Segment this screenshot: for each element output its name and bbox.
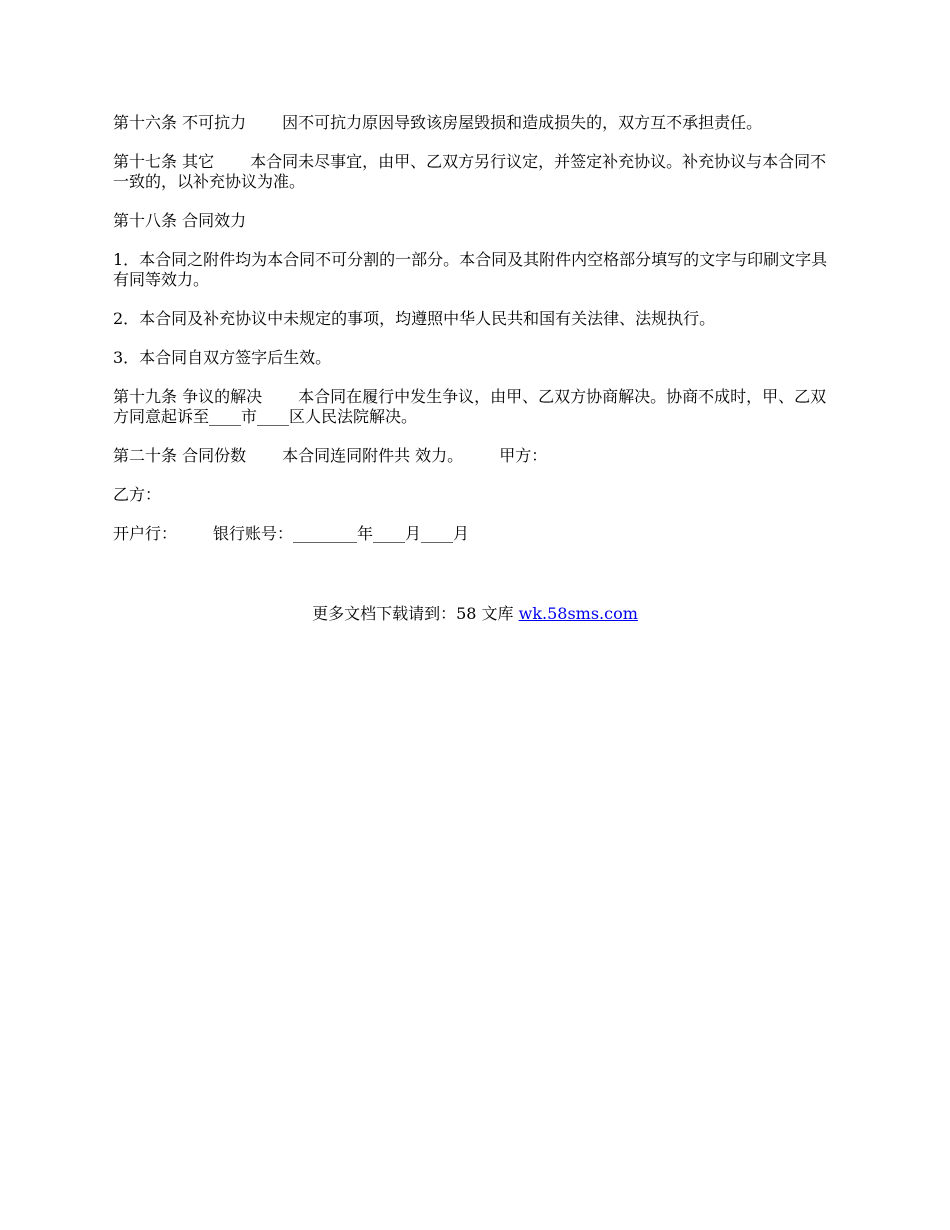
article-18-title: 第十八条 合同效力 (113, 211, 247, 230)
party-a-label: 甲方： (499, 446, 548, 465)
article-16-title: 第十六条 不可抗力 (113, 113, 247, 132)
article-19-title: 第十九条 争议的解决 (113, 387, 263, 406)
article-18-item-2: 2．本合同及补充协议中未规定的事项，均遵照中华人民共和国有关法律、法规执行。 (113, 309, 716, 328)
article-16-text: 因不可抗力原因导致该房屋毁损和造成损失的，双方互不承担责任。 (282, 113, 763, 132)
bank-line (113, 524, 831, 544)
article-19 (113, 387, 831, 427)
article-17-title: 第十七条 其它 (113, 152, 215, 171)
article-16 (113, 113, 831, 133)
article-20-title: 第二十条 合同份数 (113, 446, 247, 465)
article-18-item-3: 3．本合同自双方签字后生效。 (113, 348, 332, 367)
article-19-text: 本合同在履行中发生争议，由甲、乙双方协商解决。协商不成时，甲、乙双方同意起诉至____市____区人民法院解决。 (113, 387, 827, 426)
article-18-item-1: 1．本合同之附件均为本合同不可分割的一部分。本合同及其附件内空格部分填写的文字与印刷文字具有同等效力。 (113, 250, 828, 289)
bank-account-line: 银行账号：________年____月____月 (213, 524, 470, 543)
article-17 (113, 152, 831, 192)
footer-text: 更多文档下载请到：58 文库 (312, 604, 519, 623)
document-body (113, 113, 831, 563)
download-footer (0, 604, 950, 624)
footer-link[interactable]: wk.58sms.com (518, 604, 638, 623)
bank-label: 开户行： (113, 524, 178, 543)
article-17-text: 本合同未尽事宜，由甲、乙双方另行议定，并签定补充协议。补充协议与本合同不一致的，以补充协议为准。 (113, 152, 827, 191)
article-20 (113, 446, 831, 466)
party-b-label: 乙方： (113, 485, 162, 504)
article-20-text: 本合同连同附件共 效力。 (282, 446, 464, 465)
